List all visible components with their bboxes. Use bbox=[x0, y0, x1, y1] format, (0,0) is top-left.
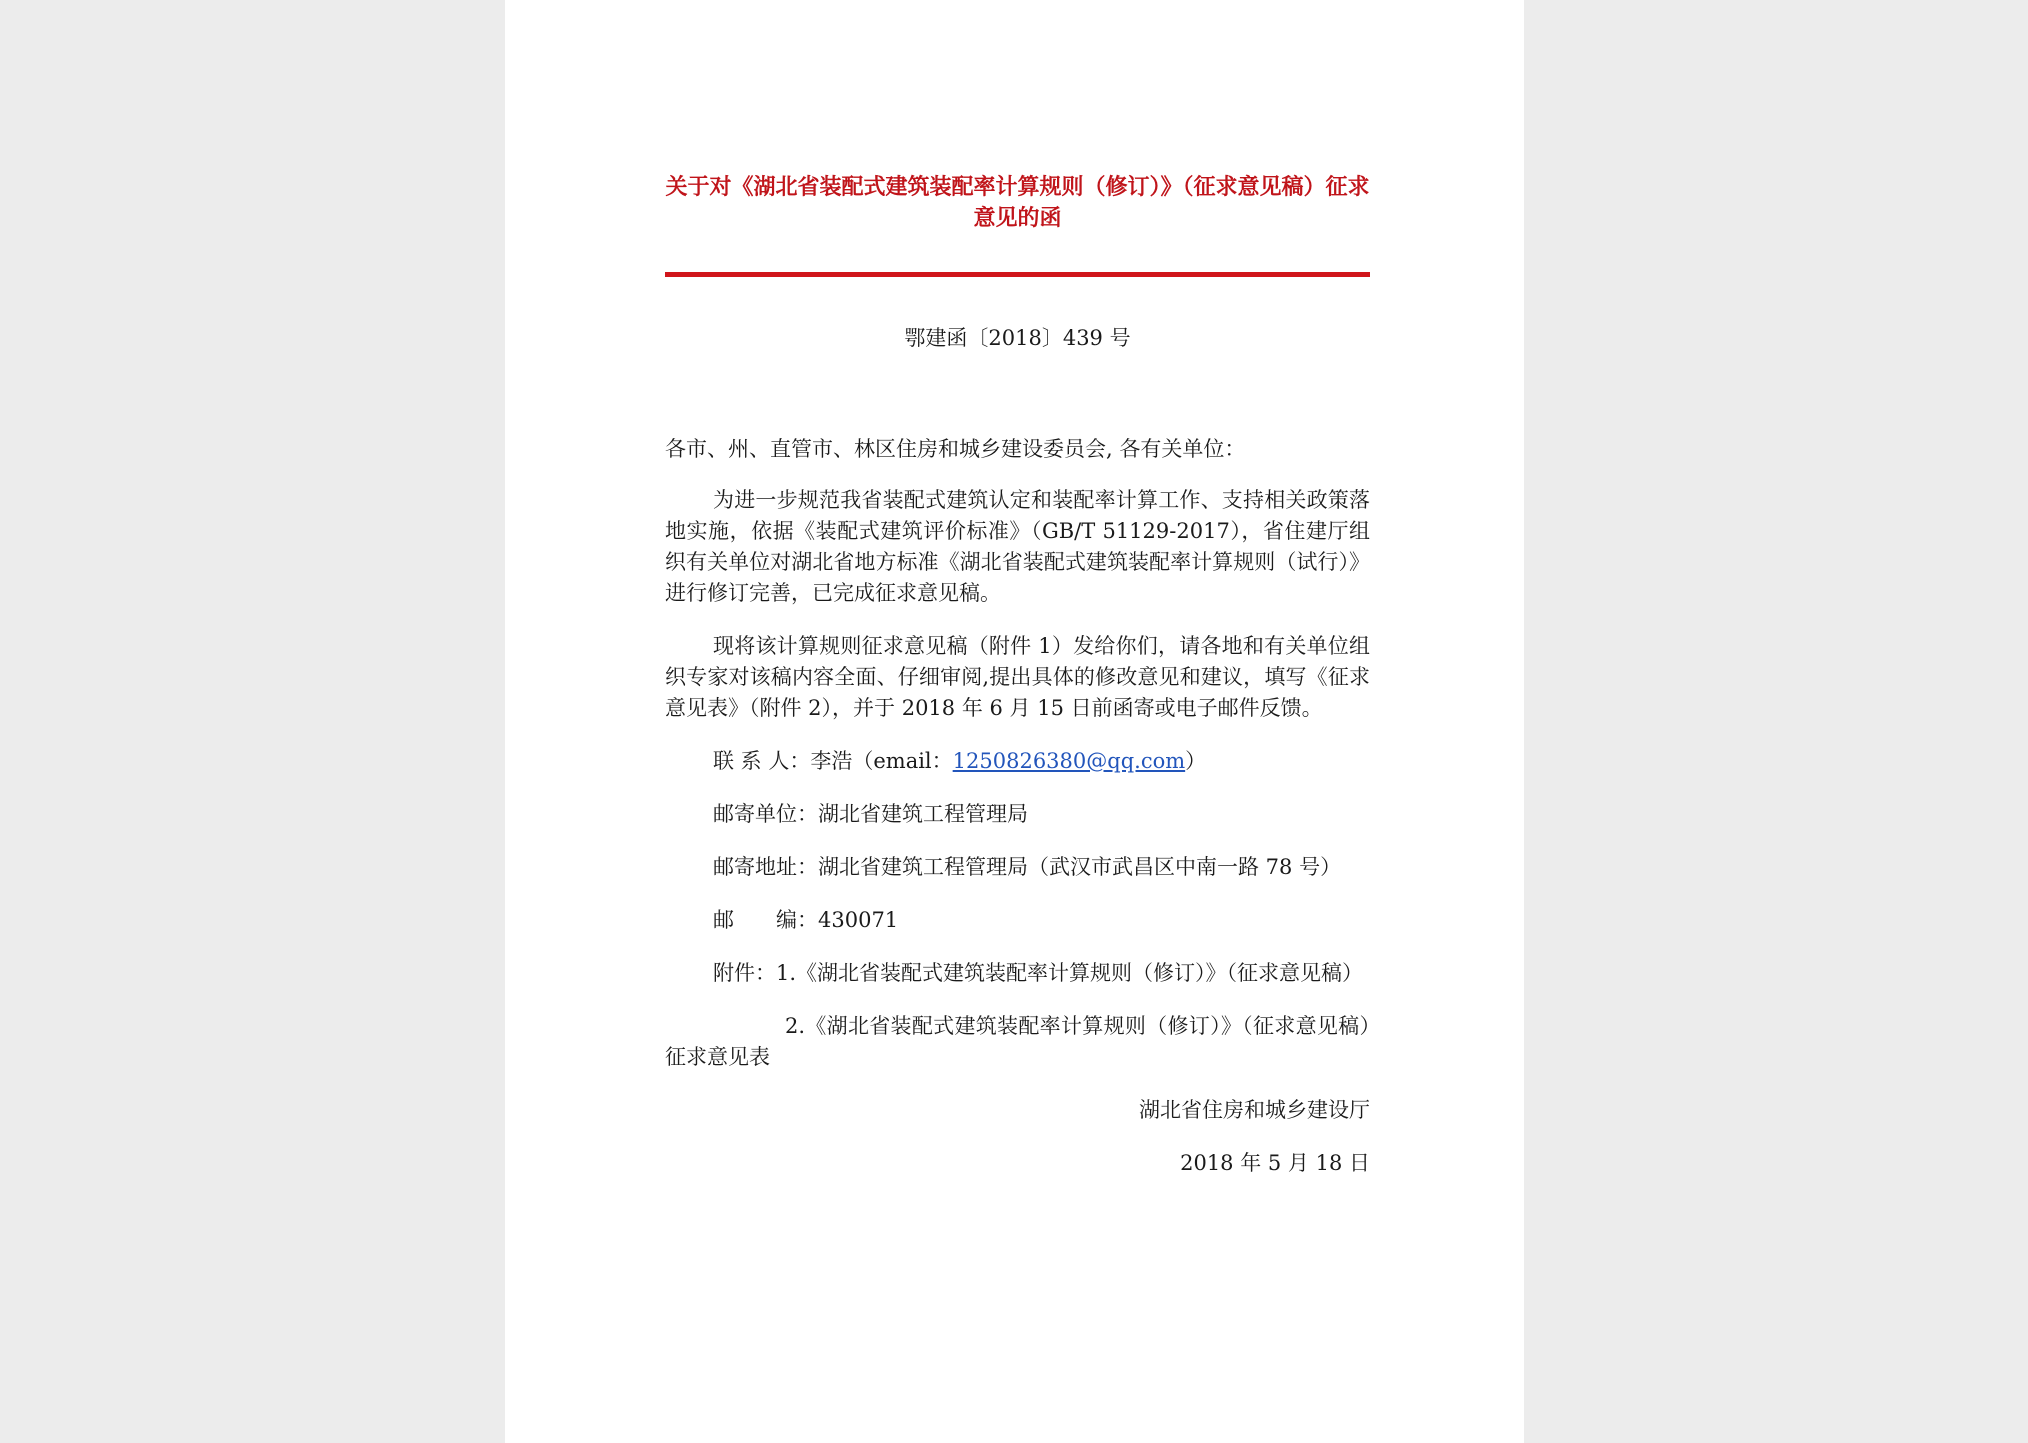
postcode: 邮 编：430071 bbox=[713, 908, 899, 932]
paragraph-1: 为进一步规范我省装配式建筑认定和装配率计算工作、支持相关政策落地实施，依据《装配式建筑评价标准》（GB/T 51129-2017），省住建厅组织有关单位对湖北省地方标准《湖北省装配式建筑装配率计算规则（试行）》进行修订完善，已完成征求意见稿。 bbox=[665, 488, 1370, 605]
contact-email-link[interactable]: 1250826380@qq.com bbox=[952, 749, 1186, 773]
document-body bbox=[665, 434, 1370, 1179]
mail-unit: 邮寄单位：湖北省建筑工程管理局 bbox=[713, 802, 1028, 826]
contact-label: 联 系 人：李浩（email： bbox=[713, 749, 953, 773]
document-page bbox=[505, 0, 1524, 1443]
signature-date: 2018 年 5 月 18 日 bbox=[1180, 1151, 1370, 1175]
salutation: 各市、州、直管市、林区住房和城乡建设委员会, 各有关单位： bbox=[665, 437, 1246, 461]
contact-close: ） bbox=[1185, 749, 1207, 773]
contact-line bbox=[665, 746, 1370, 777]
signature-organization: 湖北省住房和城乡建设厅 bbox=[1139, 1098, 1370, 1122]
paragraph-2: 现将该计算规则征求意见稿（附件 1）发给你们，请各地和有关单位组织专家对该稿内容全面、仔细审阅,提出具体的修改意见和建议，填写《征求意见表》（附件 2），并于 2018 年 6 月 15 日前函寄或电子邮件反馈。 bbox=[665, 634, 1370, 720]
attachment-2: 2.《湖北省装配式建筑装配率计算规则（修订）》（征求意见稿）征求意见表 bbox=[665, 1014, 1370, 1069]
document-title: 关于对《湖北省装配式建筑装配率计算规则（修订）》（征求意见稿）征求意见的函 bbox=[665, 175, 1370, 231]
attachment-1: 附件：1.《湖北省装配式建筑装配率计算规则（修订）》（征求意见稿） bbox=[713, 961, 1364, 985]
document-number: 鄂建函〔2018〕439 号 bbox=[904, 326, 1131, 350]
red-header-rule bbox=[665, 272, 1370, 277]
mail-address: 邮寄地址：湖北省建筑工程管理局（武汉市武昌区中南一路 78 号） bbox=[713, 855, 1342, 879]
